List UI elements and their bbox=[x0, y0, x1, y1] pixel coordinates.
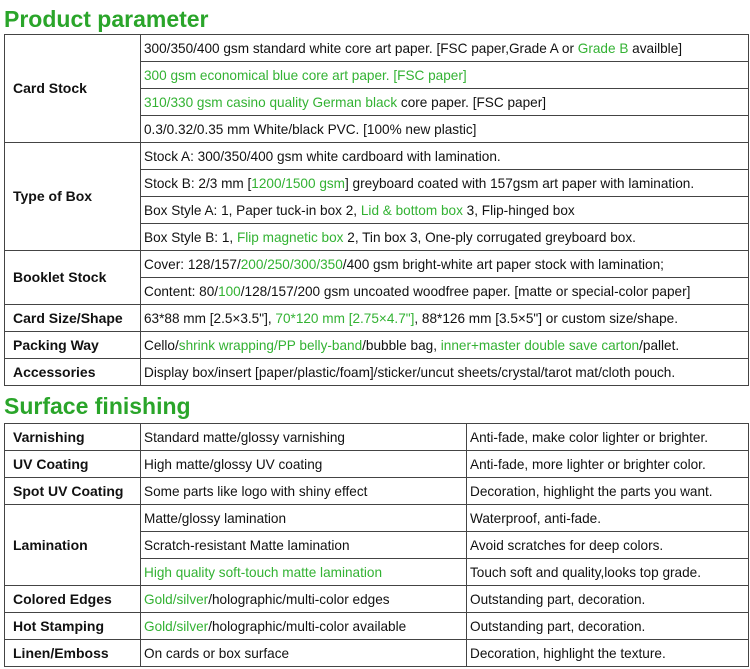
finish-effect-cell: Outstanding part, decoration. bbox=[467, 613, 749, 640]
finish-description-cell bbox=[141, 559, 467, 586]
parameter-cell bbox=[141, 170, 749, 197]
parameter-cell bbox=[141, 35, 749, 62]
cell-text: /holographic/multi-color edges bbox=[208, 591, 390, 607]
row-label-linen-emboss: Linen/Emboss bbox=[5, 640, 141, 667]
row-label-uv-coating: UV Coating bbox=[5, 451, 141, 478]
cell-text: Some parts like logo with shiny effect bbox=[144, 483, 368, 499]
highlight-text: 100 bbox=[218, 283, 241, 299]
highlight-text: Gold/silver bbox=[144, 618, 209, 634]
cell-text: Box Style B: 1, bbox=[144, 229, 237, 245]
highlight-text: High quality soft-touch matte lamination bbox=[144, 564, 383, 580]
cell-text: , 88*126 mm [3.5×5"] or custom size/shape. bbox=[414, 310, 678, 326]
parameter-cell bbox=[141, 251, 749, 278]
finish-description-cell bbox=[141, 586, 467, 613]
row-label-varnishing: Varnishing bbox=[5, 424, 141, 451]
finish-description-cell bbox=[141, 478, 467, 505]
finish-effect-cell: Waterproof, anti-fade. bbox=[467, 505, 749, 532]
finish-description-cell bbox=[141, 532, 467, 559]
parameter-cell bbox=[141, 89, 749, 116]
table-row bbox=[5, 640, 749, 667]
cell-text: Matte/glossy lamination bbox=[144, 510, 287, 526]
finish-description-cell bbox=[141, 640, 467, 667]
table-row bbox=[5, 613, 749, 640]
row-label-spot-uv-coating: Spot UV Coating bbox=[5, 478, 141, 505]
table-row bbox=[5, 586, 749, 613]
cell-text: Content: 80/ bbox=[144, 283, 219, 299]
row-label-hot-stamping: Hot Stamping bbox=[5, 613, 141, 640]
finish-effect-cell: Decoration, highlight the parts you want. bbox=[467, 478, 749, 505]
highlight-text: Grade B bbox=[577, 40, 629, 56]
parameter-cell bbox=[141, 197, 749, 224]
cell-text: availble] bbox=[628, 40, 683, 56]
table-row bbox=[5, 424, 749, 451]
parameter-cell bbox=[141, 143, 749, 170]
highlight-text: Lid & bottom box bbox=[360, 202, 463, 218]
cell-text: Stock B: 2/3 mm [ bbox=[144, 175, 252, 191]
table-row bbox=[5, 305, 749, 332]
product-parameter-table bbox=[4, 34, 749, 386]
row-label-colored-edges: Colored Edges bbox=[5, 586, 141, 613]
cell-text: /bubble bag, bbox=[362, 337, 441, 353]
cell-text: 300/350/400 gsm standard white core art paper. [FSC paper,Grade A or bbox=[144, 40, 578, 56]
cell-text: Stock A: 300/350/400 gsm white cardboard with lamination. bbox=[144, 148, 501, 164]
finish-description-cell bbox=[141, 451, 467, 478]
finish-effect-cell: Anti-fade, more lighter or brighter color. bbox=[467, 451, 749, 478]
row-label-accessories: Accessories bbox=[5, 359, 141, 386]
table-row bbox=[5, 143, 749, 170]
table-row bbox=[5, 35, 749, 62]
cell-text: /128/157/200 gsm uncoated woodfree paper. [matte or special-color paper] bbox=[240, 283, 691, 299]
cell-text: /pallet. bbox=[639, 337, 680, 353]
cell-text: Standard matte/glossy varnishing bbox=[144, 429, 345, 445]
surface-finishing-table bbox=[4, 423, 749, 667]
table-row bbox=[5, 451, 749, 478]
parameter-cell bbox=[141, 359, 749, 386]
finish-effect-cell: Anti-fade, make color lighter or brighter. bbox=[467, 424, 749, 451]
highlight-text: Gold/silver bbox=[144, 591, 209, 607]
highlight-text: Flip magnetic box bbox=[236, 229, 344, 245]
parameter-cell bbox=[141, 278, 749, 305]
cell-text: High matte/glossy UV coating bbox=[144, 456, 323, 472]
finish-effect-cell: Touch soft and quality,looks top grade. bbox=[467, 559, 749, 586]
cell-text: /holographic/multi-color available bbox=[208, 618, 407, 634]
highlight-text: shrink wrapping/PP belly-band bbox=[178, 337, 363, 353]
finish-description-cell bbox=[141, 505, 467, 532]
row-label-card-size-shape: Card Size/Shape bbox=[5, 305, 141, 332]
cell-text: On cards or box surface bbox=[144, 645, 290, 661]
cell-text: Cello/ bbox=[144, 337, 179, 353]
cell-text: 2, Tin box 3, One-ply corrugated greyboard box. bbox=[343, 229, 636, 245]
highlight-text: 310/330 gsm casino quality German black bbox=[144, 94, 398, 110]
table-row bbox=[5, 505, 749, 532]
cell-text: 0.3/0.32/0.35 mm White/black PVC. [100% new plastic] bbox=[144, 121, 477, 137]
cell-text: Cover: 128/157/ bbox=[144, 256, 241, 272]
highlight-text: inner+master double save carton bbox=[440, 337, 640, 353]
highlight-text: 1200/1500 gsm bbox=[251, 175, 345, 191]
cell-text: ] greyboard coated with 157gsm art paper with lamination. bbox=[345, 175, 695, 191]
row-label-booklet-stock: Booklet Stock bbox=[5, 251, 141, 305]
row-label-packing-way: Packing Way bbox=[5, 332, 141, 359]
highlight-text: 70*120 mm [2.75×4.7"] bbox=[275, 310, 415, 326]
finish-effect-cell: Avoid scratches for deep colors. bbox=[467, 532, 749, 559]
row-label-card-stock: Card Stock bbox=[5, 35, 141, 143]
highlight-text: 200/250/300/350 bbox=[240, 256, 343, 272]
finish-description-cell bbox=[141, 613, 467, 640]
section-heading-surface-finishing: Surface finishing bbox=[4, 393, 191, 419]
finish-description-cell bbox=[141, 424, 467, 451]
table-row bbox=[5, 251, 749, 278]
highlight-text: 300 gsm economical blue core art paper. [FSC paper] bbox=[144, 67, 467, 83]
row-label-lamination: Lamination bbox=[5, 505, 141, 586]
section-heading-product-parameter: Product parameter bbox=[4, 6, 209, 32]
cell-text: /400 gsm bright-white art paper stock with lamination; bbox=[342, 256, 664, 272]
cell-text: 63*88 mm [2.5×3.5"], bbox=[144, 310, 276, 326]
table-row bbox=[5, 478, 749, 505]
row-label-type-of-box: Type of Box bbox=[5, 143, 141, 251]
finish-effect-cell: Outstanding part, decoration. bbox=[467, 586, 749, 613]
parameter-cell bbox=[141, 305, 749, 332]
cell-text: Box Style A: 1, Paper tuck-in box 2, bbox=[144, 202, 361, 218]
cell-text: core paper. [FSC paper] bbox=[397, 94, 546, 110]
parameter-cell bbox=[141, 224, 749, 251]
parameter-cell bbox=[141, 332, 749, 359]
cell-text: Scratch-resistant Matte lamination bbox=[144, 537, 350, 553]
parameter-cell bbox=[141, 62, 749, 89]
table-row bbox=[5, 332, 749, 359]
cell-text: Display box/insert [paper/plastic/foam]/sticker/uncut sheets/crystal/tarot mat/cloth pouch. bbox=[144, 364, 676, 380]
cell-text: 3, Flip-hinged box bbox=[462, 202, 575, 218]
finish-effect-cell: Decoration, highlight the texture. bbox=[467, 640, 749, 667]
parameter-cell bbox=[141, 116, 749, 143]
table-row bbox=[5, 359, 749, 386]
